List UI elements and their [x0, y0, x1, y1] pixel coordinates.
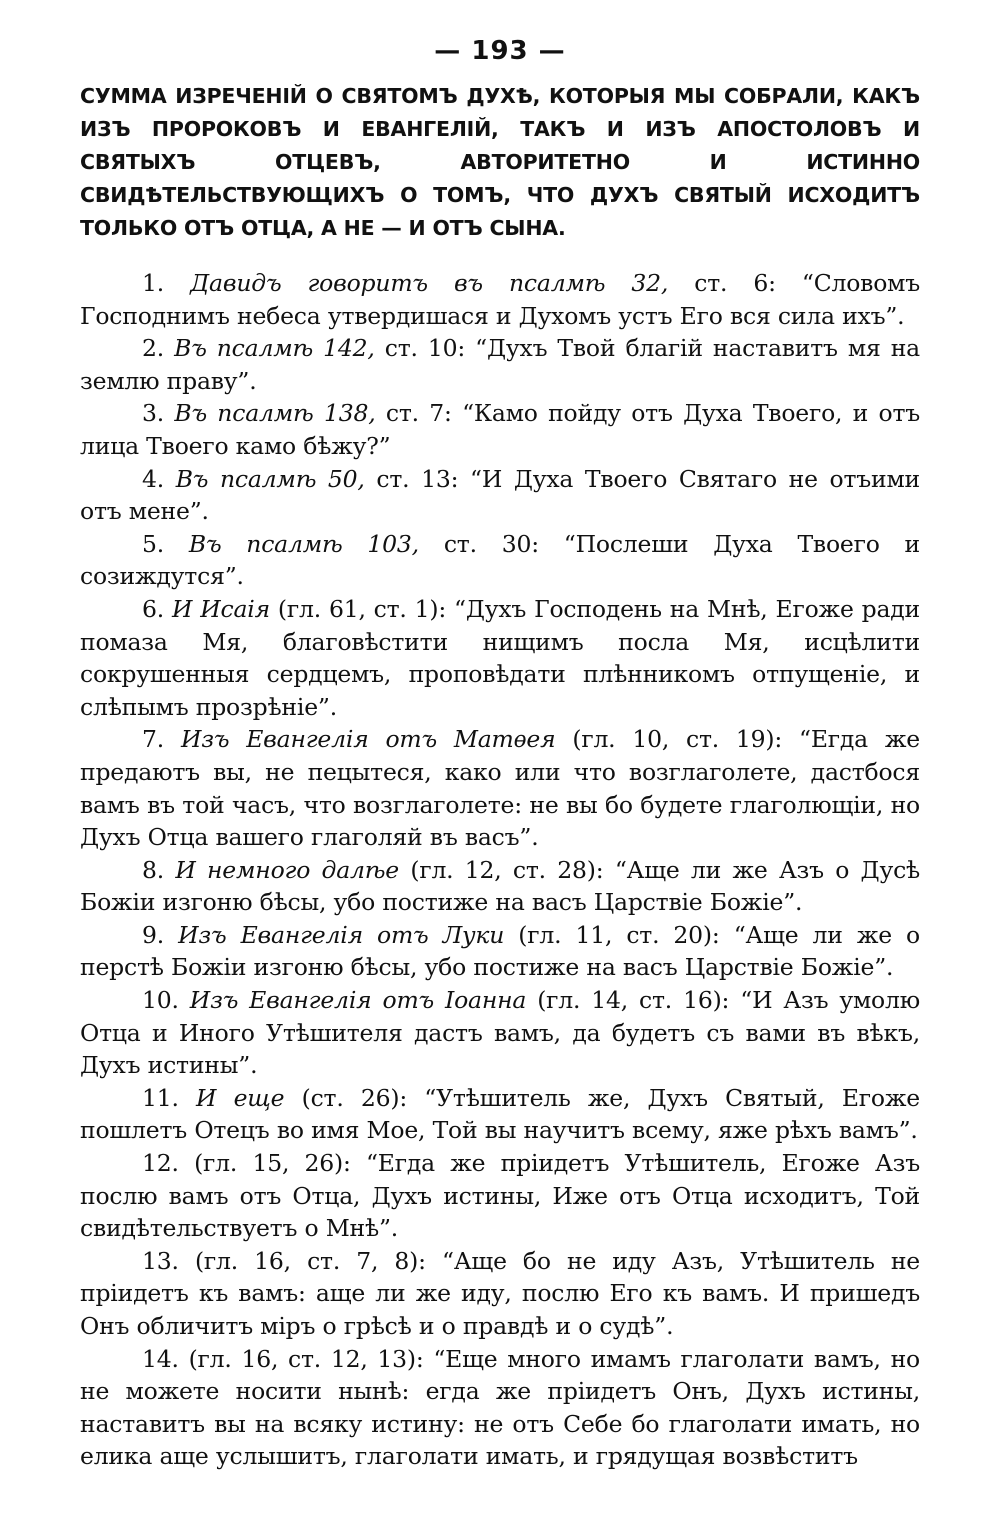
entry-number: 6. — [142, 594, 165, 623]
entry-text: ст. 30: “Послеши Духа Твоего и созиждутся”. — [80, 529, 920, 591]
entry-text: ст. 6: “Словомъ Господнимъ небеса утвердишася и Духомъ устъ Его вся сила ихъ”. — [80, 269, 920, 330]
quotation-entry — [80, 528, 920, 593]
entry-source: И еще — [196, 1083, 285, 1112]
entry-text: (гл. 15, 26): “Егда же пріидетъ Утѣшитель, Егоже Азъ послю вамъ отъ Отца, Духъ истины, Иже отъ Отца исходитъ, Той свидѣтельствуетъ о Мнѣ”. — [80, 1149, 920, 1243]
entry-number: 11. — [142, 1083, 179, 1112]
entry-number: 8. — [142, 855, 165, 884]
entry-source: Въ псалмѣ 50, — [175, 464, 365, 493]
section-heading: СУММА ИЗРЕЧЕНІЙ О СВЯТОМЪ ДУХѢ, КОТОРЫЯ МЫ СОБРАЛИ, КАКЪ ИЗЪ ПРОРОКОВЪ И ЕВАНГЕЛІЙ, ТАКЪ И ИЗЪ АПОСТОЛОВЪ И СВЯТЫХЪ ОТЦЕВЪ, АВТОРИТЕТНО И ИСТИННО СВИДѢТЕЛЬСТВУЮЩИХЪ О ТОМЪ, ЧТО ДУХЪ СВЯТЫЙ ИСХОДИТЪ ТОЛЬКО ОТЪ ОТЦА, А НЕ — И ОТЪ СЫНА. — [80, 84, 920, 240]
page-number: — 193 — — [434, 36, 566, 66]
entry-text: (ст. 26): “Утѣшитель же, Духъ Святый, Егоже пошлетъ Отецъ во имя Мое, Той вы научитъ всему, яже рѣхъ вамъ”. — [80, 1083, 920, 1145]
entry-number: 1. — [142, 269, 165, 297]
quotation-entry — [80, 463, 920, 528]
quotation-entry — [80, 593, 920, 723]
quotation-entry — [80, 723, 920, 853]
entry-number: 4. — [142, 464, 165, 493]
entry-number: 14. — [142, 1344, 179, 1373]
entry-text: (гл. 16, ст. 7, 8): “Аще бо не иду Азъ, Утѣшитель не пріидетъ къ вамъ: аще ли же иду, послю Его къ вамъ. И пришедъ Онъ обличитъ міръ о грѣсѣ и о правдѣ и о судѣ”. — [80, 1246, 920, 1340]
entry-number: 13. — [142, 1246, 179, 1275]
entry-number: 7. — [142, 725, 165, 754]
entry-text: (гл. 61, ст. 1): “Духъ Господень на Мнѣ, Егоже ради помаза Мя, благовѣстити нищимъ посла Мя, исцѣлити сокрушенныя сердцемъ, проповѣдати плѣнникомъ отпущеніе, и слѣпымъ прозрѣніе”. — [80, 594, 920, 721]
entry-text: ст. 13: “И Духа Твоего Святаго не отъими отъ мене”. — [80, 464, 921, 526]
quotation-entry — [80, 1147, 920, 1245]
quotation-entry — [80, 397, 920, 462]
entry-text: ст. 7: “Камо пойду отъ Духа Твоего, и отъ лица Твоего камо бѣжу?” — [80, 399, 921, 460]
entry-source: Изъ Евангелія отъ Матѳея — [180, 725, 556, 754]
entry-source: Изъ Евангелія отъ Іоанна — [189, 986, 527, 1015]
entry-source: Въ псалмѣ 142, — [174, 334, 375, 363]
entry-text: ст. 10: “Духъ Твой благій наставитъ мя на землю праву”. — [80, 334, 920, 395]
quotation-entry — [80, 1245, 920, 1343]
entry-text: (гл. 11, ст. 20): “Аще ли же о перстѣ Божіи изгоню бѣсы, убо постиже на васъ Царствіе Божіе”. — [80, 920, 920, 982]
quotation-list — [80, 267, 920, 1473]
entry-number: 5. — [142, 529, 165, 558]
entry-source: Въ псалмѣ 138, — [174, 399, 376, 428]
quotation-entry — [80, 1343, 920, 1473]
entry-text: (гл. 12, ст. 28): “Аще ли же Азъ о Дусѣ Божіи изгоню бѣсы, убо постиже на васъ Царствіе Божіе”. — [80, 855, 921, 917]
entry-source: Изъ Евангелія отъ Луки — [178, 920, 505, 949]
entry-number: 12. — [142, 1149, 179, 1178]
quotation-entry — [80, 267, 920, 332]
entry-number: 9. — [142, 920, 165, 949]
quotation-entry — [80, 984, 920, 1082]
quotation-entry — [80, 854, 920, 919]
entry-text: (гл. 16, ст. 12, 13): “Еще много имамъ глаголати вамъ, но не можете носити нынѣ: егда же пріидетъ Онъ, Духъ истины, наставитъ вы на всяку истину: не отъ Себе бо глаголати имать, но елика аще услышитъ, глаголати имать, и грядущая возвѣститъ — [80, 1344, 920, 1471]
entry-source: И Исаія — [171, 594, 270, 623]
entry-text: (гл. 10, ст. 19): “Егда же предаютъ вы, не пецытеся, како или что возглаголете, дастбося вамъ въ той часъ, что возглаголете: не вы бо будете глаголющіи, но Духъ Отца вашего глаголяй въ васъ”. — [80, 725, 921, 852]
quotation-entry — [80, 919, 920, 984]
quotation-entry — [80, 332, 920, 397]
book-page — [80, 36, 920, 1473]
entry-number: 3. — [142, 399, 165, 428]
entry-source: Въ псалмѣ 103, — [188, 529, 419, 558]
quotation-entry — [80, 1082, 920, 1147]
entry-source: Давидъ говоритъ въ псалмѣ 32, — [190, 269, 669, 297]
entry-source: И немного далѣе — [175, 855, 400, 884]
entry-text: (гл. 14, ст. 16): “И Азъ умолю Отца и Иного Утѣшителя дастъ вамъ, да будетъ съ вами въ вѣкъ, Духъ истины”. — [80, 986, 920, 1080]
entry-number: 10. — [142, 986, 179, 1015]
entry-number: 2. — [142, 334, 165, 363]
